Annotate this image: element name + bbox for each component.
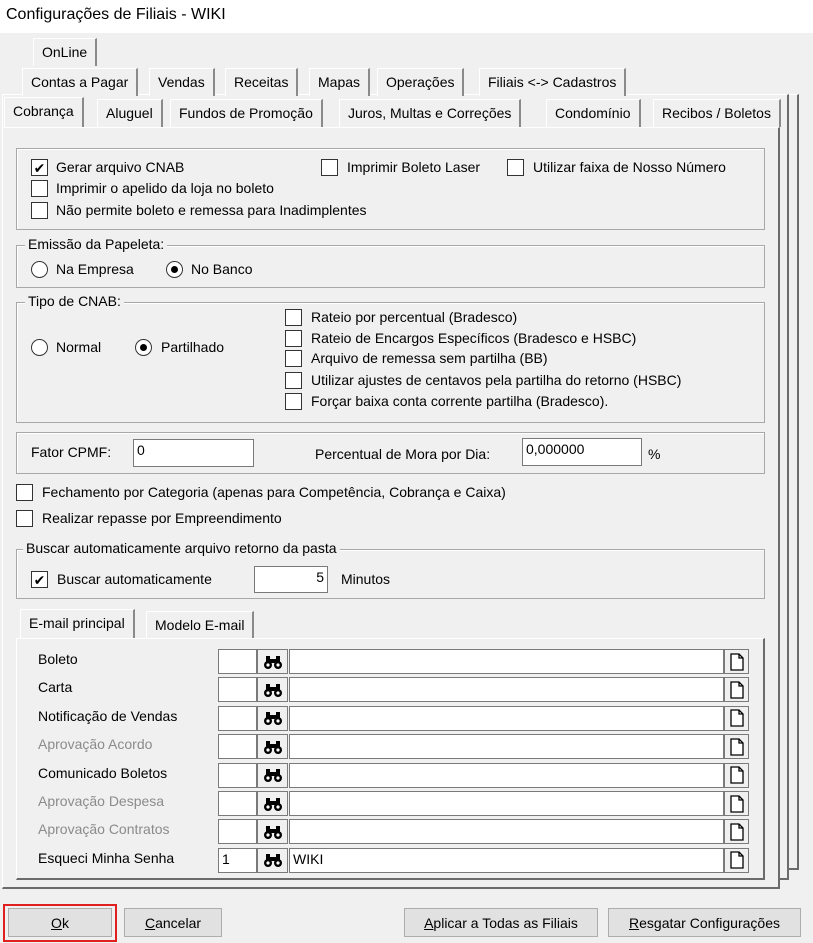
na-empresa-label: Na Empresa — [56, 261, 134, 277]
email-row-search-button[interactable] — [257, 819, 288, 844]
emissao-title: Emissão da Papeleta: — [25, 236, 167, 252]
rateio-percentual-label: Rateio por percentual (Bradesco) — [311, 309, 518, 325]
email-row-label: Carta — [38, 679, 73, 696]
title-bar — [0, 0, 813, 33]
ajustes-centavos-checkbox[interactable] — [285, 372, 302, 389]
tab-label: E-mail principal — [29, 615, 125, 631]
document-icon — [729, 795, 745, 813]
ok-label: Ok — [51, 914, 69, 931]
email-row-label: Boleto — [38, 651, 78, 667]
binoculars-icon — [263, 824, 283, 840]
fator-cpmf-label: Fator CPMF: — [31, 444, 112, 460]
normal-label: Normal — [56, 339, 102, 355]
tab-label: Mapas — [318, 74, 361, 90]
fator-cpmf-input[interactable]: 0 — [133, 439, 254, 467]
ok-button[interactable] — [8, 908, 112, 937]
percent-unit: % — [648, 446, 661, 462]
tab-label: Receitas — [234, 74, 289, 90]
rateio-encargos-checkbox[interactable] — [285, 330, 302, 347]
tab-modelo-email[interactable] — [146, 611, 254, 639]
email-row-search-button[interactable] — [257, 848, 288, 873]
document-icon — [729, 823, 745, 841]
imprimir-apelido-checkbox[interactable] — [31, 180, 48, 197]
imprimir-apelido-label: Imprimir o apelido da loja no boleto — [56, 180, 274, 196]
email-row-value-input[interactable] — [289, 706, 724, 731]
tab-email-principal[interactable] — [20, 609, 135, 639]
tab-receitas[interactable] — [225, 68, 298, 96]
tab-juros-multas[interactable] — [339, 99, 521, 127]
partilhado-label: Partilhado — [161, 339, 225, 355]
email-row-label: Notificação de Vendas — [38, 707, 178, 724]
aplicar-label: Aplicar a Todas as Filiais — [424, 914, 578, 931]
resgatar-button[interactable] — [608, 908, 801, 937]
fechamento-label: Fechamento por Categoria (apenas para Competência, Cobrança e Caixa) — [42, 484, 506, 500]
email-row-value-input[interactable] — [289, 734, 724, 759]
email-row-value-input[interactable] — [289, 677, 724, 702]
tab-fundos-promocao[interactable] — [170, 99, 323, 127]
email-row-doc-button[interactable] — [724, 791, 749, 816]
email-row-label: Aprovação Despesa — [38, 793, 165, 809]
normal-radio[interactable] — [31, 339, 48, 356]
tab-cobranca[interactable] — [4, 97, 84, 127]
email-row-search-button[interactable] — [257, 763, 288, 788]
faixa-nosso-numero-label: Utilizar faixa de Nosso Número — [533, 159, 726, 175]
document-icon — [729, 653, 745, 671]
tab-aluguel[interactable] — [97, 99, 163, 127]
email-row-value-input[interactable] — [289, 791, 724, 816]
email-row-code-input[interactable] — [218, 791, 257, 816]
email-row-code-input[interactable] — [218, 819, 257, 844]
imprimir-laser-label: Imprimir Boleto Laser — [347, 159, 481, 175]
tab-label: Recibos / Boletos — [662, 105, 771, 121]
email-row-search-button[interactable] — [257, 677, 288, 702]
email-row-label: Comunicado Boletos — [38, 764, 168, 781]
email-row-label: Aprovação Acordo — [38, 736, 153, 753]
document-icon — [729, 851, 745, 869]
email-row-doc-button[interactable] — [724, 706, 749, 731]
check-icon: ✔ — [33, 571, 46, 588]
forcar-baixa-checkbox[interactable] — [285, 393, 302, 410]
tab-online[interactable] — [33, 38, 97, 66]
repasse-checkbox[interactable] — [16, 510, 33, 527]
document-icon — [729, 766, 745, 784]
email-row-search-button[interactable] — [257, 706, 288, 731]
tab-label: Filiais <-> Cadastros — [488, 74, 617, 90]
tab-recibos-boletos[interactable] — [653, 99, 781, 127]
buscar-checkbox[interactable] — [31, 571, 48, 588]
email-row-code-input[interactable] — [218, 649, 257, 674]
tab-label: Juros, Multas e Correções — [348, 105, 512, 121]
na-empresa-radio[interactable] — [31, 261, 48, 278]
tab-label: Modelo E-mail — [155, 617, 245, 633]
faixa-nosso-numero-checkbox[interactable] — [507, 159, 524, 176]
document-icon — [729, 681, 745, 699]
partilhado-radio[interactable] — [135, 339, 152, 356]
buscar-label: Buscar automaticamente — [57, 571, 212, 587]
email-row-doc-button[interactable] — [724, 819, 749, 844]
document-icon — [729, 709, 745, 727]
email-row-doc-button[interactable] — [724, 763, 749, 788]
email-row-code-input[interactable] — [218, 706, 257, 731]
binoculars-icon — [263, 767, 283, 783]
tab-contas-a-pagar[interactable] — [22, 68, 138, 96]
email-row-label: Esqueci Minha Senha — [38, 849, 175, 866]
arquivo-remessa-label: Arquivo de remessa sem partilha (BB) — [311, 350, 548, 366]
no-banco-radio[interactable] — [166, 261, 183, 278]
check-icon: ✔ — [33, 159, 46, 176]
tab-label: Operações — [386, 74, 455, 90]
nao-permite-checkbox[interactable] — [31, 202, 48, 219]
email-row-search-button[interactable] — [257, 791, 288, 816]
email-row-code-input[interactable] — [218, 734, 257, 759]
email-row-value-input[interactable] — [289, 819, 724, 844]
no-banco-label: No Banco — [191, 261, 253, 277]
document-icon — [729, 738, 745, 756]
buscar-title: Buscar automaticamente arquivo retorno da pasta — [23, 540, 340, 556]
nao-permite-label: Não permite boleto e remessa para Inadimplentes — [56, 202, 367, 218]
binoculars-icon — [263, 852, 283, 868]
email-row-code-input[interactable] — [218, 677, 257, 702]
email-row-value-input[interactable] — [289, 649, 724, 674]
tab-vendas[interactable] — [149, 68, 215, 96]
email-row-doc-button[interactable] — [724, 734, 749, 759]
cancelar-button[interactable] — [124, 908, 222, 937]
email-row-code-input[interactable]: 1 — [218, 848, 257, 873]
tipo-cnab-title: Tipo de CNAB: — [25, 293, 124, 309]
tab-condominio[interactable] — [546, 99, 641, 127]
tab-label: Cobrança — [13, 103, 74, 119]
percentual-mora-input[interactable]: 0,000000 — [522, 438, 642, 466]
email-row-label: Aprovação Contratos — [38, 821, 170, 838]
binoculars-icon — [263, 710, 283, 726]
tab-label: Condomínio — [555, 105, 631, 121]
window-title: Configurações de Filiais - WIKI — [6, 6, 226, 23]
resgatar-label: Resgatar Configurações — [629, 914, 780, 931]
tab-label: Fundos de Promoção — [179, 105, 313, 121]
binoculars-icon — [263, 654, 283, 670]
tab-label: Contas a Pagar — [31, 74, 129, 90]
forcar-baixa-label: Forçar baixa conta corrente partilha (Bradesco). — [311, 393, 609, 409]
email-row-search-button[interactable] — [257, 649, 288, 674]
arquivo-remessa-checkbox[interactable] — [285, 350, 302, 367]
rateio-encargos-label: Rateio de Encargos Específicos (Bradesco e HSBC) — [311, 330, 637, 346]
ajustes-centavos-label: Utilizar ajustes de centavos pela partilha do retorno (HSBC) — [311, 372, 682, 388]
gerar-cnab-label: Gerar arquivo CNAB — [56, 159, 185, 175]
tab-operacoes[interactable] — [377, 68, 464, 96]
tab-filiais-cadastros[interactable] — [479, 68, 626, 96]
aplicar-todas-button[interactable] — [404, 908, 598, 937]
minutos-input[interactable]: 5 — [254, 566, 328, 593]
imprimir-laser-checkbox[interactable] — [321, 159, 338, 176]
binoculars-icon — [263, 796, 283, 812]
email-row-value-input[interactable] — [289, 763, 724, 788]
gerar-cnab-checkbox[interactable] — [31, 159, 48, 176]
binoculars-icon — [263, 739, 283, 755]
email-row-value-input[interactable]: WIKI — [289, 848, 724, 873]
tab-label: Aluguel — [106, 105, 153, 121]
email-row-code-input[interactable] — [218, 763, 257, 788]
percentual-mora-label: Percentual de Mora por Dia: — [315, 446, 491, 462]
rateio-percentual-checkbox[interactable] — [285, 309, 302, 326]
email-row-search-button[interactable] — [257, 734, 288, 759]
repasse-label: Realizar repasse por Empreendimento — [42, 510, 282, 526]
tab-mapas[interactable] — [309, 68, 370, 96]
tab-label: Vendas — [158, 74, 205, 90]
cancelar-label: Cancelar — [144, 914, 202, 931]
email-row-doc-button[interactable] — [724, 848, 749, 873]
minutos-unit: Minutos — [341, 571, 391, 587]
binoculars-icon — [263, 682, 283, 698]
email-row-doc-button[interactable] — [724, 677, 749, 702]
fechamento-checkbox[interactable] — [16, 484, 33, 501]
tab-label: OnLine — [42, 44, 88, 60]
email-row-doc-button[interactable] — [724, 649, 749, 674]
